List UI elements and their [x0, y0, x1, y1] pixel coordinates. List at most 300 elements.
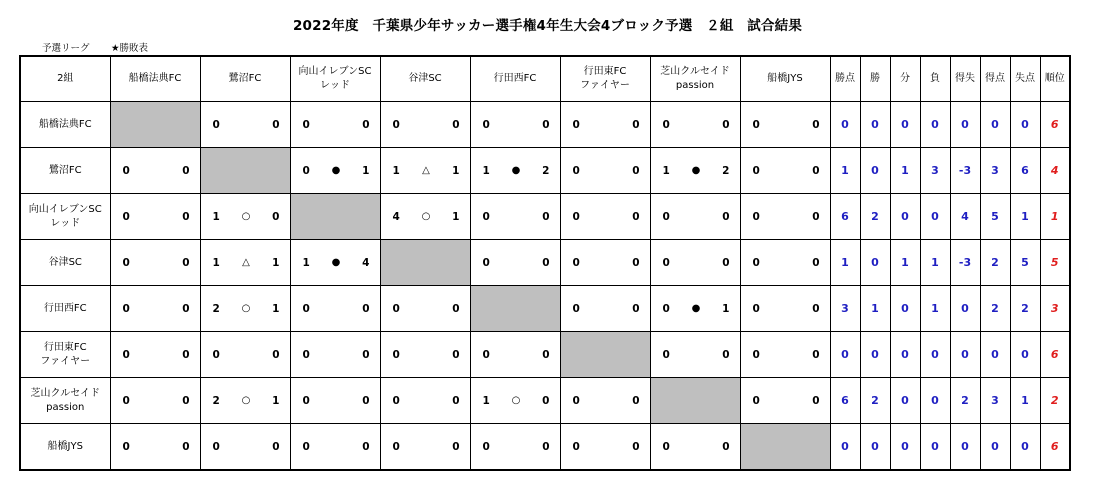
row-team-name-line: 船橋法典FC: [38, 118, 92, 130]
home-score: 0: [212, 348, 220, 361]
row-team-name: [20, 148, 110, 194]
match-result-cell: [110, 194, 200, 240]
away-score: 0: [632, 164, 640, 177]
stat-value: 0: [890, 424, 920, 471]
stat-header: 負: [920, 56, 950, 102]
match-result-cell: [650, 194, 740, 240]
match-score: [381, 349, 470, 361]
match-score: [741, 165, 830, 177]
away-score: 0: [452, 118, 460, 131]
column-team-header: [380, 56, 470, 102]
match-result-cell: [740, 240, 830, 286]
stat-value: 6: [830, 194, 860, 240]
match-result-cell: [560, 424, 650, 471]
match-result-cell: [650, 148, 740, 194]
subtitle-results: ★勝敗表: [111, 43, 149, 54]
rank-value: 3: [1040, 286, 1070, 332]
match-result-cell: [380, 148, 470, 194]
stat-value: 0: [980, 424, 1010, 471]
away-score: 1: [722, 302, 730, 315]
match-result-cell: [470, 332, 560, 378]
away-score: 0: [452, 394, 460, 407]
home-score: 1: [212, 210, 220, 223]
match-result-cell: [650, 102, 740, 148]
stat-value: 0: [920, 194, 950, 240]
away-score: 0: [542, 440, 550, 453]
stat-value: 3: [830, 286, 860, 332]
stat-value: 5: [980, 194, 1010, 240]
match-result-cell: [650, 286, 740, 332]
match-score: [471, 211, 560, 223]
away-score: 0: [812, 118, 820, 131]
away-score: 0: [362, 348, 370, 361]
match-result-cell: [560, 286, 650, 332]
home-score: 0: [572, 302, 580, 315]
row-team-name-line: ファイヤー: [40, 355, 91, 367]
match-result-cell: [560, 194, 650, 240]
away-score: 4: [362, 256, 370, 269]
match-result-cell: [290, 102, 380, 148]
match-result-cell: [200, 332, 290, 378]
result-mark: ○: [511, 395, 521, 406]
match-score: [381, 165, 470, 177]
home-score: 0: [482, 440, 490, 453]
stat-value: 0: [950, 286, 980, 332]
stat-value: 3: [920, 148, 950, 194]
stat-value: 2: [1010, 286, 1040, 332]
match-result-cell: [740, 332, 830, 378]
match-result-cell: [470, 424, 560, 471]
result-mark: ○: [241, 395, 251, 406]
match-result-cell: [200, 378, 290, 424]
home-score: 0: [302, 440, 310, 453]
home-score: 0: [392, 118, 400, 131]
away-score: 0: [452, 440, 460, 453]
match-score: [381, 303, 470, 315]
match-result-cell: [740, 286, 830, 332]
self-match-cell: [200, 148, 290, 194]
match-result-cell: [740, 378, 830, 424]
rank-value: 2: [1040, 378, 1070, 424]
rank-value: 4: [1040, 148, 1070, 194]
home-score: 0: [122, 164, 130, 177]
match-score: [741, 119, 830, 131]
stat-value: 5: [1010, 240, 1040, 286]
column-team-header: [470, 56, 560, 102]
away-score: 2: [722, 164, 730, 177]
away-score: 0: [722, 256, 730, 269]
self-match-cell: [380, 240, 470, 286]
stat-value: 1: [830, 240, 860, 286]
match-result-cell: [380, 424, 470, 471]
match-score: [471, 395, 560, 407]
match-score: [651, 165, 740, 177]
match-result-cell: [110, 240, 200, 286]
match-score: [201, 119, 290, 131]
row-team-name-line: 船橋JYS: [47, 440, 83, 452]
result-mark: △: [422, 165, 430, 176]
away-score: 0: [272, 348, 280, 361]
stat-value: 2: [980, 240, 1010, 286]
home-score: 0: [572, 210, 580, 223]
away-score: 0: [542, 348, 550, 361]
home-score: 1: [482, 394, 490, 407]
stat-value: 1: [890, 148, 920, 194]
home-score: 0: [302, 302, 310, 315]
home-score: 0: [662, 118, 670, 131]
row-team-name-line: 谷津SC: [48, 256, 82, 268]
table-row: [20, 332, 1070, 378]
match-score: [741, 395, 830, 407]
table-row: [20, 240, 1070, 286]
home-score: 0: [122, 348, 130, 361]
home-score: 0: [302, 394, 310, 407]
stat-value: 0: [890, 378, 920, 424]
match-score: [561, 119, 650, 131]
match-result-cell: [470, 148, 560, 194]
away-score: 0: [182, 256, 190, 269]
match-score: [111, 395, 200, 407]
match-result-cell: [290, 240, 380, 286]
stat-value: 0: [830, 102, 860, 148]
match-score: [111, 165, 200, 177]
match-result-cell: [200, 194, 290, 240]
stat-value: 0: [920, 424, 950, 471]
stat-value: -3: [950, 240, 980, 286]
match-score: [381, 119, 470, 131]
match-result-cell: [470, 378, 560, 424]
away-score: 0: [632, 118, 640, 131]
result-mark: ●: [331, 165, 341, 176]
stat-header: 順位: [1040, 56, 1070, 102]
match-result-cell: [200, 424, 290, 471]
home-score: 0: [752, 302, 760, 315]
home-score: 0: [752, 118, 760, 131]
home-score: 0: [572, 118, 580, 131]
stat-value: 6: [1010, 148, 1040, 194]
table-row: [20, 286, 1070, 332]
away-score: 0: [722, 118, 730, 131]
stat-value: 1: [890, 240, 920, 286]
away-score: 0: [362, 118, 370, 131]
stat-value: 0: [860, 424, 890, 471]
match-score: [201, 303, 290, 315]
home-score: 4: [392, 210, 400, 223]
stat-value: 3: [980, 148, 1010, 194]
stat-value: 0: [860, 240, 890, 286]
away-score: 0: [812, 164, 820, 177]
stat-value: 0: [890, 286, 920, 332]
home-score: 0: [302, 164, 310, 177]
rank-value: 6: [1040, 332, 1070, 378]
match-score: [651, 257, 740, 269]
home-score: 0: [752, 348, 760, 361]
stat-value: 1: [1010, 194, 1040, 240]
match-result-cell: [740, 194, 830, 240]
row-team-name-line: レッド: [50, 217, 81, 229]
stat-value: 0: [980, 102, 1010, 148]
result-mark: ●: [331, 257, 341, 268]
home-score: 0: [752, 210, 760, 223]
match-result-cell: [200, 240, 290, 286]
home-score: 0: [392, 440, 400, 453]
self-match-cell: [470, 286, 560, 332]
away-score: 0: [812, 348, 820, 361]
home-score: 0: [122, 256, 130, 269]
self-match-cell: [110, 102, 200, 148]
results-table: [19, 55, 1071, 471]
row-team-name-line: 鷺沼FC: [48, 164, 82, 176]
stat-value: 1: [920, 286, 950, 332]
column-team-name-line: 谷津SC: [408, 73, 442, 84]
home-score: 0: [572, 440, 580, 453]
table-row: [20, 102, 1070, 148]
away-score: 0: [632, 302, 640, 315]
row-team-name: [20, 102, 110, 148]
column-team-name-line: ファイヤー: [580, 80, 630, 91]
stat-value: 0: [920, 378, 950, 424]
match-score: [201, 349, 290, 361]
home-score: 0: [122, 394, 130, 407]
stat-value: 6: [830, 378, 860, 424]
stat-value: 0: [920, 332, 950, 378]
match-result-cell: [650, 240, 740, 286]
match-score: [741, 303, 830, 315]
match-score: [651, 441, 740, 453]
match-result-cell: [470, 194, 560, 240]
stat-value: 0: [980, 332, 1010, 378]
match-score: [111, 211, 200, 223]
home-score: 2: [212, 394, 220, 407]
away-score: 1: [362, 164, 370, 177]
row-team-name: [20, 240, 110, 286]
away-score: 1: [272, 394, 280, 407]
corner-label: 2組: [20, 56, 110, 102]
home-score: 1: [212, 256, 220, 269]
away-score: 2: [542, 164, 550, 177]
match-result-cell: [110, 148, 200, 194]
home-score: 0: [122, 210, 130, 223]
match-result-cell: [740, 102, 830, 148]
stat-header: 勝: [860, 56, 890, 102]
result-mark: ●: [691, 165, 701, 176]
match-score: [111, 303, 200, 315]
away-score: 0: [542, 210, 550, 223]
stat-header: 得点: [980, 56, 1010, 102]
column-team-header: [650, 56, 740, 102]
match-result-cell: [110, 286, 200, 332]
match-result-cell: [470, 102, 560, 148]
home-score: 1: [482, 164, 490, 177]
home-score: 0: [392, 394, 400, 407]
match-result-cell: [290, 424, 380, 471]
stat-value: 0: [1010, 102, 1040, 148]
stat-value: 0: [890, 332, 920, 378]
stat-value: 0: [890, 102, 920, 148]
column-team-name-line: 行田東FC: [583, 66, 627, 77]
away-score: 1: [272, 302, 280, 315]
match-score: [291, 395, 380, 407]
stat-value: 0: [1010, 332, 1040, 378]
match-score: [201, 257, 290, 269]
match-score: [561, 211, 650, 223]
match-result-cell: [110, 332, 200, 378]
match-score: [111, 441, 200, 453]
away-score: 0: [272, 210, 280, 223]
stat-value: 0: [1010, 424, 1040, 471]
row-team-name-line: 向山イレブンSC: [28, 203, 102, 215]
match-score: [741, 349, 830, 361]
match-result-cell: [200, 286, 290, 332]
match-result-cell: [290, 332, 380, 378]
stat-header: 分: [890, 56, 920, 102]
stat-value: 0: [950, 424, 980, 471]
stat-value: 1: [1010, 378, 1040, 424]
away-score: 0: [182, 394, 190, 407]
home-score: 0: [662, 302, 670, 315]
column-team-name-line: 向山イレブンSC: [298, 66, 372, 77]
subtitle-league: 予選リーグ: [42, 43, 90, 54]
stat-value: 2: [860, 378, 890, 424]
match-result-cell: [110, 378, 200, 424]
home-score: 0: [662, 348, 670, 361]
self-match-cell: [650, 378, 740, 424]
stat-value: 0: [920, 102, 950, 148]
match-score: [291, 303, 380, 315]
match-score: [561, 441, 650, 453]
column-team-header: [200, 56, 290, 102]
home-score: 0: [752, 256, 760, 269]
away-score: 0: [272, 118, 280, 131]
home-score: 0: [392, 348, 400, 361]
home-score: 0: [392, 302, 400, 315]
row-team-name: [20, 424, 110, 471]
match-score: [471, 257, 560, 269]
home-score: 0: [482, 210, 490, 223]
away-score: 0: [452, 348, 460, 361]
stat-value: 4: [950, 194, 980, 240]
match-score: [741, 257, 830, 269]
away-score: 0: [272, 440, 280, 453]
away-score: 0: [182, 164, 190, 177]
home-score: 0: [572, 256, 580, 269]
match-score: [381, 441, 470, 453]
row-team-name: [20, 194, 110, 240]
away-score: 0: [362, 302, 370, 315]
match-score: [651, 211, 740, 223]
page-title: 2022年度 千葉県少年サッカー選手権4年生大会4ブロック予選 ２組 試合結果: [292, 18, 803, 34]
match-result-cell: [560, 102, 650, 148]
away-score: 0: [632, 394, 640, 407]
home-score: 0: [662, 210, 670, 223]
home-score: 0: [122, 302, 130, 315]
self-match-cell: [290, 194, 380, 240]
home-score: 0: [302, 118, 310, 131]
home-score: 0: [752, 394, 760, 407]
rank-value: 1: [1040, 194, 1070, 240]
table-row: [20, 424, 1070, 471]
stat-value: 0: [890, 194, 920, 240]
column-team-header: [290, 56, 380, 102]
stat-value: 2: [950, 378, 980, 424]
stat-value: 1: [920, 240, 950, 286]
stat-value: 0: [950, 332, 980, 378]
home-score: 0: [572, 394, 580, 407]
home-score: 1: [662, 164, 670, 177]
match-result-cell: [560, 240, 650, 286]
away-score: 0: [182, 348, 190, 361]
stat-value: 0: [860, 102, 890, 148]
away-score: 0: [452, 302, 460, 315]
match-score: [291, 257, 380, 269]
stat-value: -3: [950, 148, 980, 194]
away-score: 0: [812, 394, 820, 407]
match-result-cell: [560, 378, 650, 424]
home-score: 0: [122, 440, 130, 453]
match-score: [651, 303, 740, 315]
row-team-name-line: passion: [46, 401, 85, 413]
stat-header: 勝点: [830, 56, 860, 102]
away-score: 1: [452, 164, 460, 177]
home-score: 0: [752, 164, 760, 177]
column-team-name-line: 船橋法典FC: [128, 73, 182, 84]
column-team-name-line: レッド: [320, 80, 350, 91]
away-score: 0: [722, 210, 730, 223]
match-score: [561, 303, 650, 315]
match-score: [651, 349, 740, 361]
table-row: [20, 378, 1070, 424]
self-match-cell: [560, 332, 650, 378]
match-score: [111, 349, 200, 361]
away-score: 0: [182, 302, 190, 315]
home-score: 0: [482, 256, 490, 269]
result-mark: ○: [421, 211, 431, 222]
column-team-header: [560, 56, 650, 102]
away-score: 0: [632, 440, 640, 453]
match-score: [741, 211, 830, 223]
away-score: 0: [542, 256, 550, 269]
home-score: 0: [212, 118, 220, 131]
self-match-cell: [740, 424, 830, 471]
rank-value: 5: [1040, 240, 1070, 286]
match-result-cell: [380, 378, 470, 424]
stat-value: 0: [860, 148, 890, 194]
match-score: [291, 349, 380, 361]
away-score: 1: [452, 210, 460, 223]
match-score: [471, 441, 560, 453]
rank-value: 6: [1040, 102, 1070, 148]
column-team-name-line: 鷺沼FC: [228, 73, 262, 84]
away-score: 0: [812, 302, 820, 315]
result-mark: ○: [241, 211, 251, 222]
away-score: 0: [182, 210, 190, 223]
away-score: 0: [812, 256, 820, 269]
stat-value: 0: [830, 424, 860, 471]
stat-header: 得失: [950, 56, 980, 102]
home-score: 0: [482, 118, 490, 131]
match-result-cell: [650, 332, 740, 378]
rank-value: 6: [1040, 424, 1070, 471]
match-score: [381, 395, 470, 407]
home-score: 1: [302, 256, 310, 269]
match-result-cell: [650, 424, 740, 471]
match-result-cell: [110, 424, 200, 471]
away-score: 0: [182, 440, 190, 453]
match-result-cell: [290, 378, 380, 424]
match-score: [471, 349, 560, 361]
away-score: 0: [362, 440, 370, 453]
row-team-name: [20, 378, 110, 424]
